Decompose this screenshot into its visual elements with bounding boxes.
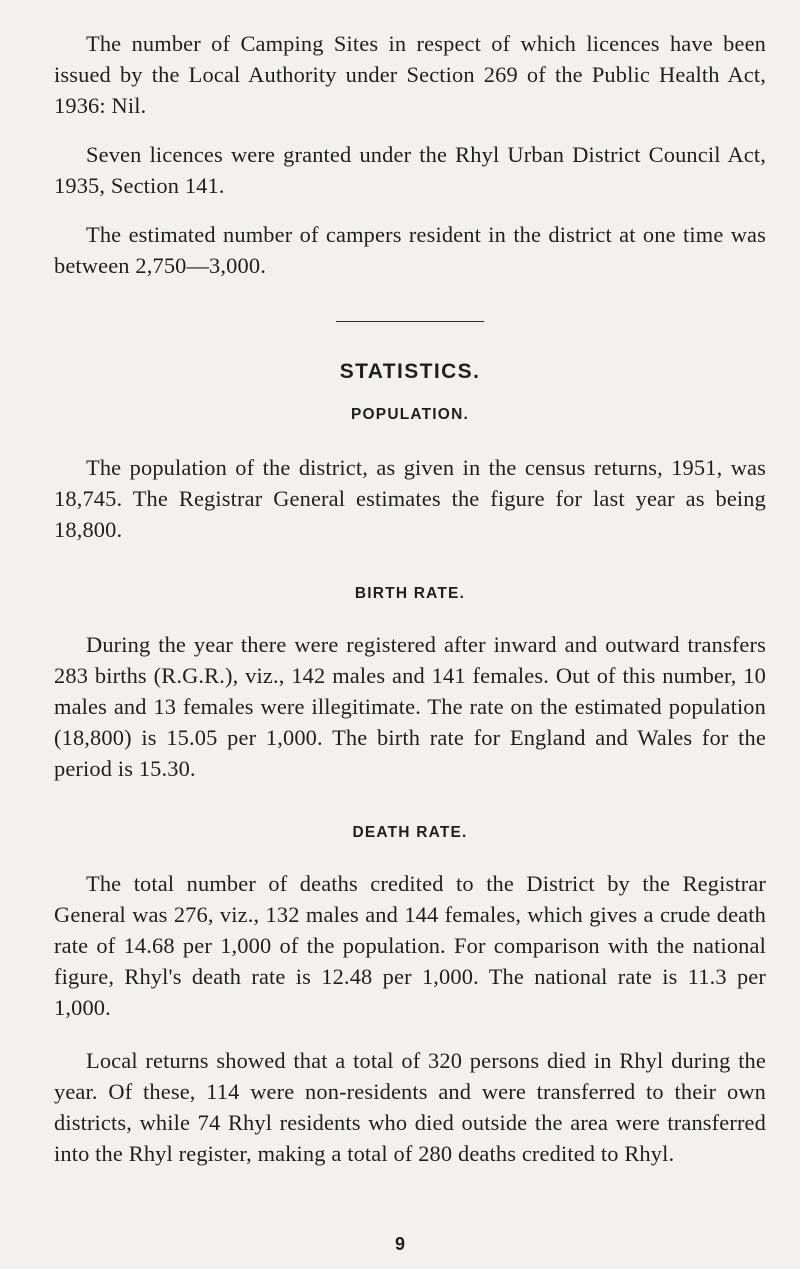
- licences-granted-paragraph: Seven licences were granted under the Rhyl Urban District Council Act, 1935, Section 141.: [54, 142, 766, 198]
- local-returns-paragraph: Local returns showed that a total of 320 persons died in Rhyl during the year. Of these, 114 were non-residents and were transferred to their own districts, while 74 Rhyl residents who died outside the area were transferred into the Rhyl register, making a total of 280 deaths credited to Rhyl.: [54, 1048, 766, 1166]
- campers-estimate-paragraph: The estimated number of campers resident in the district at one time was between 2,750—3,000.: [54, 222, 766, 278]
- statistics-title: STATISTICS.: [339, 360, 481, 383]
- section-divider: [336, 321, 484, 322]
- birth-rate-paragraph: During the year there were registered after inward and outward transfers 283 births (R.G.R.), viz., 142 males and 141 females. Out of this number, 10 males and 13 females were illegitimate. The rate on the estimated population (18,800) is 15.05 per 1,000. The birth rate for England and Wales for the period is 15.30.: [54, 632, 766, 781]
- document-page: [54, 24, 766, 1169]
- page-number: 9: [394, 1234, 405, 1254]
- death-rate-heading: DEATH RATE.: [352, 824, 468, 841]
- population-paragraph: The population of the district, as given in the census returns, 1951, was 18,745. The Registrar General estimates the figure for last year as being 18,800.: [54, 455, 766, 542]
- birth-rate-heading: BIRTH RATE.: [354, 585, 466, 602]
- population-heading: POPULATION.: [351, 406, 469, 423]
- death-rate-paragraph: The total number of deaths credited to the District by the Registrar General was 276, viz., 132 males and 144 females, which gives a crude death rate of 14.68 per 1,000 of the population. For comparison with the national figure, Rhyl's death rate is 12.48 per 1,000. The national rate is 11.3 per 1,000.: [54, 871, 766, 1020]
- camping-sites-paragraph: The number of Camping Sites in respect of which licences have been issued by the Local Authority under Section 269 of the Public Health Act, 1936: Nil.: [54, 31, 766, 118]
